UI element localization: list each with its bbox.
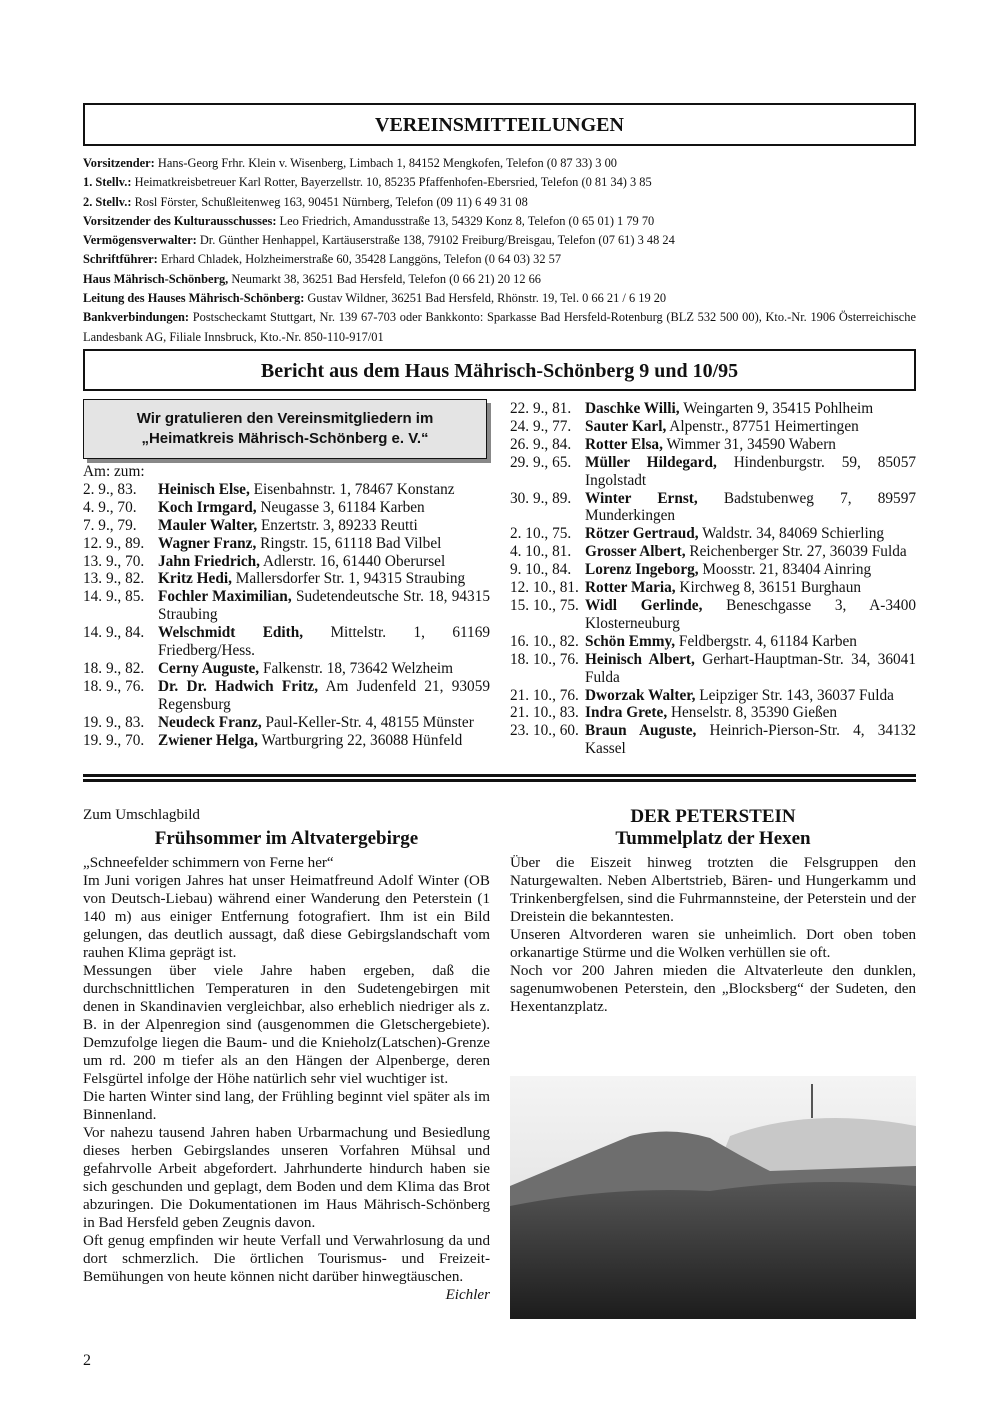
info-line xyxy=(83,289,916,308)
birthday-date: 15. 10., 75. xyxy=(510,596,579,614)
paragraph: Über die Eiszeit hinweg trotzten die Felsgruppen den Naturgewalten. Neben Albertstrieb, Bären- und Hungerkamm und Trinkenbergfelsen, sind die Fuhrmannsteine, der Peterstein und der Dreistein die bekanntesten. xyxy=(510,855,916,925)
congratulations-line-2: „Heimatkreis Mährisch-Schönberg e. V.“ xyxy=(141,430,429,447)
info-line xyxy=(83,154,916,173)
member-entry xyxy=(158,570,490,588)
member-name: Jahn Friedrich, xyxy=(158,552,260,570)
member-address: Wartburgring 22, 36088 Hünfeld xyxy=(257,731,463,749)
list-item xyxy=(510,525,916,543)
member-address: Alpenstr., 87751 Heimertingen xyxy=(666,417,859,435)
birthday-date: 26. 9., 84. xyxy=(510,435,572,453)
member-name: Heinisch Albert, xyxy=(585,650,695,668)
list-item xyxy=(83,624,490,660)
member-address: Mallersdorfer Str. 1, 94315 Straubing xyxy=(231,570,466,588)
birthday-date: 2. 9., 83. xyxy=(83,480,137,498)
member-entry xyxy=(585,525,916,543)
list-item xyxy=(83,732,490,750)
birthday-date: 16. 10., 82. xyxy=(510,632,579,650)
member-name: Indra Grete, xyxy=(585,704,668,722)
info-text: Rosl Förster, Schußleitenweg 163, 90451 Nürnberg, Telefon (09 11) 6 49 31 08 xyxy=(131,194,528,209)
member-name: Müller Hildegard, xyxy=(585,453,717,471)
member-entry xyxy=(585,579,916,597)
member-name: Daschke Willi, xyxy=(585,400,680,417)
info-text: Heimatkreisbetreuer Karl Rotter, Bayerzellstr. 10, 85235 Pfaffenhofen-Ebersried, Telefon (0 81 34) 3 85 xyxy=(131,175,652,190)
member-name: Sauter Karl, xyxy=(585,417,667,435)
paragraph: Noch vor 200 Jahren mieden die Altvaterleute den dunklen, sagenumwobenen Peterstein, den „Blocksberg“ der Sudeten, den Hexentanzplatz. xyxy=(510,963,916,1015)
list-item xyxy=(510,400,916,418)
info-line xyxy=(83,231,916,250)
info-label: Vorsitzender des Kulturausschusses: xyxy=(83,213,277,228)
member-entry xyxy=(585,687,916,705)
list-item xyxy=(510,543,916,561)
info-line xyxy=(83,173,916,192)
article-subtitle: Tummelplatz der Hexen xyxy=(615,828,811,849)
member-address: Mittelstr. 1, 61169 Friedberg/Hess. xyxy=(158,624,490,660)
member-entry xyxy=(158,588,490,624)
member-address: Enzertstr. 3, 89233 Reutti xyxy=(257,516,418,534)
member-entry xyxy=(585,704,916,722)
list-item xyxy=(83,588,490,624)
paragraph: Unseren Altvorderen waren sie unheimlich. Dort oben toben orkanartige Stürme und die Wolken verhüllen sie oft. xyxy=(510,927,916,961)
member-entry xyxy=(585,436,916,454)
member-name: Neudeck Franz, xyxy=(158,713,262,731)
member-address: Moosstr. 21, 83404 Ainring xyxy=(698,561,872,579)
member-entry xyxy=(585,633,916,651)
member-entry xyxy=(158,678,490,714)
paragraph: Oft genug empfinden wir heute Verfall und Verwahrlosung da und dort schmerzlich. Die örtlichen Tourismus- und Freizeit-Bemühungen von heute können nicht darüber hinwegtäuschen. xyxy=(83,1233,490,1285)
info-label: Haus Mährisch-Schönberg, xyxy=(83,271,229,286)
list-item xyxy=(510,454,916,490)
member-name: Welschmidt Edith, xyxy=(158,624,304,642)
list-item xyxy=(510,490,916,526)
birthday-date: 9. 10., 84. xyxy=(510,561,572,579)
list-item xyxy=(510,436,916,454)
member-entry xyxy=(585,597,916,633)
birthday-date: 2. 10., 75. xyxy=(510,525,572,543)
member-entry xyxy=(585,561,916,579)
congratulations-line-1: Wir gratulieren den Vereinsmitgliedern im xyxy=(136,410,434,427)
birthday-date: 7. 9., 79. xyxy=(83,516,137,534)
list-item xyxy=(510,722,916,758)
birthday-date: 24. 9., 77. xyxy=(510,417,572,435)
peterstein-article xyxy=(510,806,916,1016)
paragraph: Im Juni vorigen Jahres hat unser Heimatfreund Adolf Winter (OB von Deutsch-Liebau) während einer Wanderung den Peterstein (1 140 m) aus einiger Entfernung fotografiert. Ihm ist ein Bild gelungen, das deutlich aussagt, daß diese Gebirgslandschaft vom rauhen Klima geprägt ist. xyxy=(83,873,490,961)
paragraph: Messungen über viele Jahre haben ergeben, daß die durchschnittlichen Temperaturen in den Sudetengebirgen mit denen in Skandinavien vergleichbar, also erheblich niedriger als z. B. in der Alpenregion sind (ausgenommen die Gletschergebiete). Demzufolge liegen die Baum- und die Knieholz(Latschen)-Grenze um rd. 200 m tiefer als an den Hängen der Alpenberge, deren Felsgürtel infolge der Höhe natürlich sehr viel wuchtiger ist. xyxy=(83,963,490,1087)
birthday-date: 14. 9., 84. xyxy=(83,624,145,642)
peterstein-photo xyxy=(510,1076,916,1319)
member-name: Kritz Hedi, xyxy=(158,570,232,588)
member-address: Weingarten 9, 35415 Pohlheim xyxy=(679,400,874,417)
birthday-date: 30. 9., 89. xyxy=(510,489,572,507)
member-name: Rotter Maria, xyxy=(585,579,676,597)
section-title: VEREINSMITTEILUNGEN xyxy=(83,103,916,146)
list-item xyxy=(510,651,916,687)
paragraph: Die harten Winter sind lang, der Frühling beginnt viel später als im Binnenland. xyxy=(83,1089,490,1123)
member-address: Adlerstr. 16, 61440 Oberursel xyxy=(259,552,446,570)
birthday-date: 13. 9., 82. xyxy=(83,570,145,588)
info-line xyxy=(83,250,916,269)
member-entry xyxy=(585,490,916,526)
article-body xyxy=(83,854,490,1286)
member-entry xyxy=(585,400,916,418)
member-address: Gerhart-Hauptman-Str. 34, 36041 Fulda xyxy=(585,650,916,686)
member-name: Lorenz Ingeborg, xyxy=(585,561,699,579)
birthday-date: 19. 9., 70. xyxy=(83,731,145,749)
info-text: Postscheckamt Stuttgart, Nr. 139 67-703 oder Bankkonto: Sparkasse Bad Hersfeld-Rotenburg (BLZ 532 500 00), Kto.-Nr. 1906 Österreichische Landesbank AG, Filiale Innsbruck, Kto.-Nr. 850-110-917/01 xyxy=(83,310,916,344)
info-line xyxy=(83,212,916,231)
member-address: Reichenberger Str. 27, 36039 Fulda xyxy=(685,543,907,561)
member-name: Cerny Auguste, xyxy=(158,659,260,677)
list-item xyxy=(83,553,490,571)
member-name: Schön Emmy, xyxy=(585,632,676,650)
list-item xyxy=(83,535,490,553)
member-address: Badstubenweg 7, 89597 Munderkingen xyxy=(585,489,916,525)
member-name: Wagner Franz, xyxy=(158,534,257,552)
member-name: Dr. Dr. Hadwich Fritz, xyxy=(158,677,319,695)
list-item xyxy=(83,517,490,535)
member-entry xyxy=(585,454,916,490)
member-name: Dworzak Walter, xyxy=(585,686,696,704)
member-address: Waldstr. 34, 84069 Schierling xyxy=(698,525,884,543)
member-address: Paul-Keller-Str. 4, 48155 Münster xyxy=(261,713,474,731)
info-label: Vorsitzender: xyxy=(83,156,155,170)
info-text: Dr. Günther Henhappel, Kartäuserstraße 138, 79102 Freiburg/Breisgau, Telefon (07 61) 3 48 24 xyxy=(196,233,675,248)
list-item xyxy=(510,704,916,722)
list-item xyxy=(510,633,916,651)
article-author: Eichler xyxy=(445,1287,490,1303)
page-number: 2 xyxy=(83,1352,91,1369)
member-entry xyxy=(158,624,490,660)
member-name: Mauler Walter, xyxy=(158,516,258,534)
member-name: Rötzer Gertraud, xyxy=(585,525,699,543)
birthday-list-right xyxy=(510,400,916,758)
info-label: Leitung des Hauses Mährisch-Schönberg: xyxy=(83,291,305,306)
member-entry xyxy=(158,499,490,517)
member-entry xyxy=(585,543,916,561)
congratulations-box xyxy=(83,399,487,459)
cover-article xyxy=(83,806,490,1304)
list-item xyxy=(510,579,916,597)
member-address: Leipziger Str. 143, 36037 Fulda xyxy=(695,686,894,704)
member-entry xyxy=(158,481,490,499)
info-text: Neumarkt 38, 36251 Bad Hersfeld, Telefon (0 66 21) 20 12 66 xyxy=(228,271,542,286)
list-item xyxy=(510,418,916,436)
member-address: Am Judenfeld 21, 93059 Regensburg xyxy=(158,677,490,713)
member-address: Falkenstr. 18, 73642 Welzheim xyxy=(259,659,454,677)
birthday-date: 14. 9., 85. xyxy=(83,588,145,606)
birthday-date: 21. 10., 76. xyxy=(510,686,579,704)
birthday-date: 21. 10., 83. xyxy=(510,704,579,722)
info-label: 1. Stellv.: xyxy=(83,175,132,190)
birthday-date: 18. 9., 82. xyxy=(83,659,145,677)
report-title: Bericht aus dem Haus Mährisch-Schönberg 9 und 10/95 xyxy=(83,349,916,391)
member-address: Feldbergstr. 4, 61184 Karben xyxy=(675,632,857,650)
member-entry xyxy=(585,418,916,436)
member-address: Neugasse 3, 61184 Karben xyxy=(256,498,425,516)
info-text: Hans-Georg Frhr. Klein v. Wisenberg, Limbach 1, 84152 Mengkofen, Telefon (0 87 33) 3 00 xyxy=(154,156,617,170)
birthday-date: 13. 9., 70. xyxy=(83,552,145,570)
member-address: Ringstr. 15, 61118 Bad Vilbel xyxy=(256,534,442,552)
member-name: Braun Auguste, xyxy=(585,722,697,740)
birthday-date: 4. 10., 81. xyxy=(510,543,572,561)
list-item xyxy=(83,714,490,732)
info-label: Vermögensverwalter: xyxy=(83,233,197,248)
member-address: Henselstr. 8, 35390 Gießen xyxy=(667,704,838,722)
info-text: Erhard Chladek, Holzheimerstraße 60, 35428 Langgöns, Telefon (0 64 03) 32 57 xyxy=(157,252,562,267)
paragraph: „Schneefelder schimmern von Ferne her“ xyxy=(83,855,334,871)
member-name: Zwiener Helga, xyxy=(158,731,258,749)
list-item xyxy=(83,678,490,714)
birthday-date: 29. 9., 65. xyxy=(510,453,572,471)
list-item xyxy=(510,597,916,633)
info-line xyxy=(83,308,916,347)
article-kicker: Zum Umschlagbild xyxy=(83,807,200,823)
member-address: Wimmer 31, 34590 Wabern xyxy=(662,435,836,453)
member-entry xyxy=(158,517,490,535)
info-label: Bankverbindungen: xyxy=(83,310,190,325)
info-line xyxy=(83,193,916,212)
list-item xyxy=(83,570,490,588)
member-entry xyxy=(158,553,490,571)
member-entry xyxy=(158,660,490,678)
list-item xyxy=(83,660,490,678)
member-name: Heinisch Else, xyxy=(158,480,250,498)
member-address: Kirchweg 8, 36151 Burghaun xyxy=(675,579,861,597)
member-name: Rotter Elsa, xyxy=(585,435,663,453)
birthday-date: 18. 9., 76. xyxy=(83,677,145,695)
paragraph: Vor nahezu tausend Jahren haben Urbarmachung und Besiedlung dieses herben Gebirgslandes unseren Vorfahren Mühsal und gefahrvolle Arbeit abgefordert. Jahrhunderte hindurch haben sie sich geschunden und geplagt, dem Boden und dem Klima das Brot abzuringen. Die Dokumentationen im Haus Mährisch-Schönberg in Bad Hersfeld geben Zeugnis davon. xyxy=(83,1125,490,1231)
article-title: Frühsommer im Altvatergebirge xyxy=(154,828,419,849)
member-address: Sudetendeutsche Str. 18, 94315 Straubing xyxy=(158,588,490,624)
article-title: DER PETERSTEIN xyxy=(630,806,796,827)
member-entry xyxy=(585,722,916,758)
member-entry xyxy=(158,732,490,750)
birthday-list-left xyxy=(83,463,490,750)
info-label: Schriftführer: xyxy=(83,252,158,267)
list-item xyxy=(510,561,916,579)
member-address: Heinrich-Pierson-Str. 4, 34132 Kassel xyxy=(585,722,916,758)
member-name: Fochler Maximilian, xyxy=(158,588,292,606)
member-address: Beneschgasse 3, A-3400 Klosterneuburg xyxy=(585,596,916,632)
list-item xyxy=(83,499,490,517)
birthday-date: 12. 10., 81. xyxy=(510,579,579,597)
info-text: Leo Friedrich, Amandusstraße 13, 54329 Konz 8, Telefon (0 65 01) 1 79 70 xyxy=(276,213,655,228)
info-line xyxy=(83,270,916,289)
double-rule-divider xyxy=(83,774,916,782)
birthday-date: 22. 9., 81. xyxy=(510,400,572,417)
member-entry xyxy=(158,714,490,732)
list-item xyxy=(510,687,916,705)
member-address: Eisenbahnstr. 1, 78467 Konstanz xyxy=(249,480,455,498)
article-body xyxy=(510,854,916,1016)
officers-info xyxy=(83,154,916,347)
birthday-date: 4. 9., 70. xyxy=(83,498,137,516)
birthday-date: 23. 10., 60. xyxy=(510,722,579,740)
list-header: Am: zum: xyxy=(83,463,145,480)
member-name: Winter Ernst, xyxy=(585,489,698,507)
list-item xyxy=(83,481,490,499)
member-entry xyxy=(158,535,490,553)
info-text: Gustav Wildner, 36251 Bad Hersfeld, Rhönstr. 19, Tel. 0 66 21 / 6 19 20 xyxy=(304,291,667,306)
birthday-date: 18. 10., 76. xyxy=(510,650,579,668)
member-name: Koch Irmgard, xyxy=(158,498,257,516)
member-entry xyxy=(585,651,916,687)
member-address: Hindenburgstr. 59, 85057 Ingolstadt xyxy=(585,453,916,489)
member-name: Grosser Albert, xyxy=(585,543,686,561)
member-name: Widl Gerlinde, xyxy=(585,596,703,614)
birthday-date: 12. 9., 89. xyxy=(83,534,145,552)
birthday-date: 19. 9., 83. xyxy=(83,713,145,731)
info-label: 2. Stellv.: xyxy=(83,194,132,209)
